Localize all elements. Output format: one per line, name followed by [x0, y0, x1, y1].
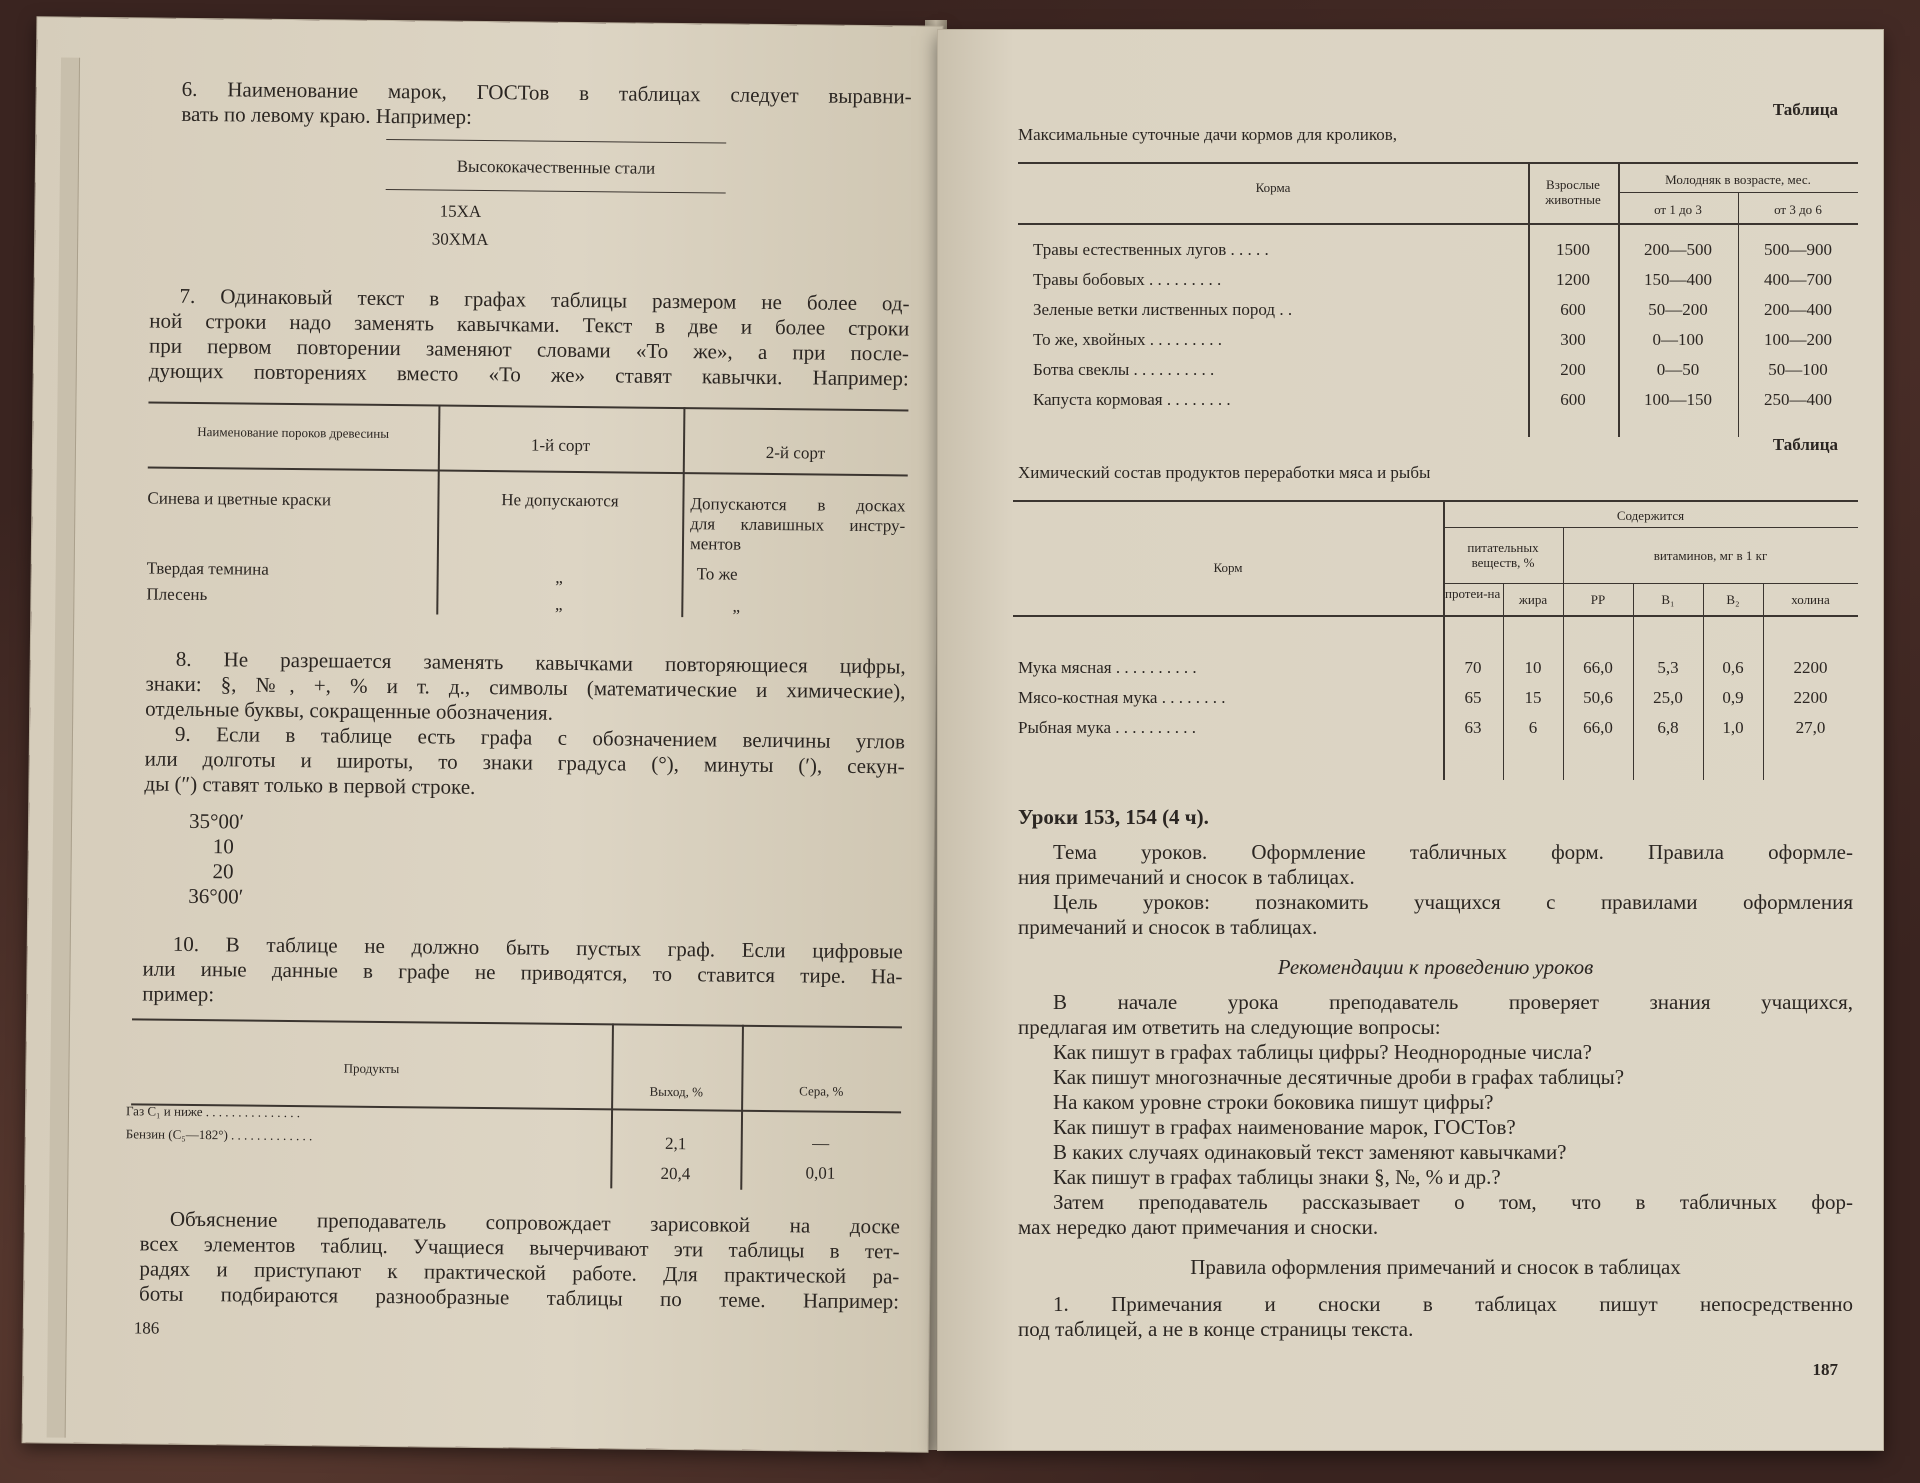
lesson-topic-l1: Тема уроков. Оформление табличных форм. Правила оформле-	[1053, 840, 1853, 864]
item-8-line1: 8. Не разрешается заменять кавычками повторяющиеся цифры,	[175, 646, 906, 679]
table1-row-name: Травы естественных лугов . . . . .	[1033, 240, 1269, 259]
angle-2: 10	[212, 834, 234, 859]
page-number-left: 186	[133, 1318, 160, 1338]
item-8-line3: отдельные буквы, сокращенные обозначения.	[145, 696, 554, 725]
question-item: Как пишут в графах наименование марок, ГОСТов?	[1053, 1115, 1516, 1139]
table1-row-adults: 600	[1560, 300, 1586, 319]
defects-col2-header: 1-й сорт	[530, 435, 591, 456]
product-row2-sulfur: 0,01	[805, 1163, 836, 1183]
table2-row-choline: 2200	[1793, 658, 1828, 677]
table1-row-young2: 250—400	[1764, 390, 1832, 409]
table1-label: Таблица	[1772, 100, 1838, 119]
table1-row-young2: 50—100	[1768, 360, 1828, 379]
rules-heading: Правила оформления примечаний и сносок в таблицах	[1190, 1255, 1681, 1279]
item-7-line2: ной строки надо заменять кавычками. Текст в две и более строки	[149, 308, 910, 341]
product-row1-name: Газ C₁ и ниже . . . . . . . . . . . . . . .	[125, 1103, 301, 1121]
defects-col3-header: 2-й сорт	[765, 442, 826, 463]
defects-col1-header: Наименование пороков древесины	[197, 423, 390, 442]
steel-table-header: Высококачественные стали	[456, 156, 656, 178]
item-9-line2: или долготы и широты, то знаки градуса (°), минуты (′), секун-	[144, 746, 905, 779]
item-7-line3: при первом повторении заменяют словами «То же», а при после-	[148, 333, 910, 366]
table2-row-pp: 66,0	[1583, 658, 1613, 677]
table1-row-adults: 600	[1560, 390, 1586, 409]
rule-1-l1: 1. Примечания и сноски в таблицах пишут непосредственно	[1053, 1292, 1853, 1316]
table2-row-name: Мука мясная . . . . . . . . . .	[1018, 658, 1197, 677]
lesson-goal-l1: Цель уроков: познакомить учащихся с правилами оформления	[1053, 890, 1853, 914]
table2-row-pp: 50,6	[1583, 688, 1613, 707]
table2-row-protein: 63	[1464, 718, 1482, 737]
table2-row-name: Рыбная мука . . . . . . . . . .	[1018, 718, 1197, 737]
products-col3-header: Сера, %	[799, 1083, 844, 1099]
page-number-right: 187	[1812, 1360, 1838, 1379]
table1-col-adults-header: Взрослые животные	[1545, 177, 1601, 207]
defect-row3-grade1: „	[554, 594, 563, 614]
table1-row-young1: 200—500	[1644, 240, 1712, 259]
table1-col-feed-header: Корма	[1255, 180, 1291, 195]
steel-grade-2: 30ХМА	[431, 229, 489, 250]
table2-row-b1: 5,3	[1657, 658, 1679, 677]
rec-intro-l1: В начале урока преподаватель проверяет знания учащихся,	[1053, 990, 1853, 1014]
defect-row1-name: Синева и цветные краски	[147, 488, 332, 510]
item-6-line2: вать по левому краю. Например:	[181, 101, 473, 129]
table2-row-b2: 0,6	[1722, 658, 1744, 677]
table1-row-young2: 200—400	[1764, 300, 1832, 319]
defect-row2-name: Твердая темнина	[146, 558, 269, 579]
defect-row1-grade2-l3: ментов	[689, 534, 742, 554]
table1-col-young-header: Молодняк в возрасте, мес.	[1665, 172, 1811, 187]
rec-close-l2: мах нередко дают примечания и сноски.	[1018, 1215, 1379, 1239]
table2-row-fat: 15	[1524, 688, 1542, 707]
angle-1: 35°00′	[188, 808, 245, 834]
table1-row-young1: 0—100	[1652, 330, 1704, 349]
angle-3: 20	[212, 859, 234, 884]
item-7-line4: дующих повторениях вместо «То же» ставят кавычки. Например:	[148, 358, 909, 391]
table2-title: Химический состав продуктов переработки мяса и рыбы	[1018, 463, 1431, 482]
product-row1-yield: 2,1	[665, 1133, 687, 1154]
products-col2-header: Выход, %	[649, 1083, 704, 1100]
closing-line2: всех элементов таблиц. Учащиеся вычерчивают эти таблицы в тет-	[139, 1231, 900, 1264]
defect-row1-grade2-l1: Допускаются в досках	[690, 494, 906, 516]
table2-row-b1: 6,8	[1657, 718, 1679, 737]
table1-row-name: Зеленые ветки лиственных пород . .	[1033, 300, 1293, 319]
table2-sub-choline: холина	[1791, 592, 1830, 607]
table1-row-name: То же, хвойных . . . . . . . . .	[1033, 330, 1222, 349]
table2-label: Таблица	[1772, 435, 1838, 454]
recommendations-heading: Рекомендации к проведению уроков	[1277, 955, 1594, 979]
defect-row2-grade2: То же	[696, 564, 738, 584]
item-10-line1: 10. В таблице не должно быть пустых граф. Если цифровые	[172, 931, 903, 964]
table1-row-adults: 200	[1560, 360, 1586, 379]
item-10-line3: пример:	[142, 981, 215, 1007]
table1-row-name: Травы бобовых . . . . . . . . .	[1033, 270, 1222, 289]
table1-row-adults: 1500	[1556, 240, 1590, 259]
table2-nutrients-header: питательных веществ, %	[1467, 540, 1539, 570]
rec-intro-l2: предлагая им ответить на следующие вопросы:	[1018, 1015, 1441, 1039]
question-item: На каком уровне строки боковика пишут цифры?	[1053, 1090, 1494, 1114]
table1-row-young2: 400—700	[1764, 270, 1832, 289]
rec-close-l1: Затем преподаватель рассказывает о том, что в табличных фор-	[1053, 1190, 1853, 1214]
left-page	[23, 17, 943, 1451]
item-10-line2: или иные данные в графе не приводятся, то ставится тире. На-	[142, 956, 903, 989]
closing-line1: Объяснение преподаватель сопровождает зарисовкой на доске	[169, 1206, 900, 1239]
defect-row3-grade2: „	[732, 596, 741, 616]
item-6-line1: 6. Наименование марок, ГОСТов в таблицах следует выравни-	[181, 76, 912, 109]
table1-row-young1: 150—400	[1644, 270, 1712, 289]
table2-row-pp: 66,0	[1583, 718, 1613, 737]
table2-sub-fat: жира	[1518, 592, 1548, 607]
table2-sub-b2: B₂	[1726, 592, 1740, 607]
table2-vitamins-header: витаминов, мг в 1 кг	[1653, 548, 1768, 563]
item-9-line1: 9. Если в таблице есть графа с обозначением величины углов	[174, 721, 906, 754]
item-8-line2: знаки: §, №, +, % и т. д., символы (математические и химические),	[145, 671, 906, 704]
question-item: В каких случаях одинаковый текст заменяют кавычками?	[1053, 1140, 1567, 1164]
table1-title: Максимальные суточные дачи кормов для кроликов,	[1018, 125, 1398, 144]
table1-row-young2: 100—200	[1764, 330, 1832, 349]
steel-grade-1: 15ХА	[439, 201, 482, 221]
table2-sub-b1: B₁	[1661, 592, 1675, 607]
table2-row-choline: 27,0	[1795, 718, 1826, 737]
page-edge	[47, 58, 80, 1438]
table1-row-young2: 500—900	[1764, 240, 1832, 259]
question-item: Как пишут многозначные десятичные дроби в графах таблицы?	[1053, 1065, 1625, 1089]
angle-4: 36°00′	[188, 883, 244, 909]
table2-row-fat: 6	[1528, 718, 1538, 737]
product-row2-name: Бензин (C₅—182°) . . . . . . . . . . . . .	[125, 1126, 313, 1144]
product-row2-yield: 20,4	[660, 1163, 691, 1184]
table1-row-adults: 1200	[1556, 270, 1590, 289]
table2-row-b2: 1,0	[1722, 718, 1744, 737]
closing-line4: боты подбираются разнообразные таблицы по теме. Например:	[139, 1281, 900, 1314]
table2-row-protein: 65	[1464, 688, 1482, 707]
lesson-topic-l2: ния примечаний и сносок в таблицах.	[1018, 865, 1355, 889]
table2-row-fat: 10	[1524, 658, 1542, 677]
product-row1-sulfur: —	[812, 1133, 830, 1153]
item-9-line3: ды (″) ставят только в первой строке.	[144, 771, 476, 799]
table2-col-feed-header: Корм	[1213, 560, 1243, 575]
table1-row-young1: 100—150	[1644, 390, 1712, 409]
table2-row-name: Мясо-костная мука . . . . . . . .	[1018, 688, 1226, 707]
defect-row1-grade1: Не допускаются	[501, 490, 619, 511]
right-page	[938, 30, 1883, 1450]
table1-row-young1: 0—50	[1656, 360, 1700, 379]
table2-sub-protein: протеи-на	[1445, 586, 1501, 601]
question-item: Как пишут в графах таблицы знаки §, №, % и др.?	[1053, 1165, 1501, 1189]
table1-row-name: Ботва свеклы . . . . . . . . . .	[1033, 360, 1215, 379]
rule-1-l2: под таблицей, а не в конце страницы текста.	[1018, 1317, 1414, 1341]
item-7-line1: 7. Одинаковый текст в графах таблицы размером не более од-	[179, 283, 910, 316]
products-col1-header: Продукты	[343, 1060, 400, 1077]
lesson-heading: Уроки 153, 154 (4 ч).	[1018, 805, 1209, 829]
table2-row-b1: 25,0	[1653, 688, 1683, 707]
table2-row-b2: 0,9	[1722, 688, 1744, 707]
table1-row-young1: 50—200	[1648, 300, 1708, 319]
lesson-goal-l2: примечаний и сносок в таблицах.	[1018, 915, 1318, 939]
defect-row2-grade1: „	[555, 567, 564, 587]
defect-row3-name: Плесень	[146, 584, 208, 605]
table2-row-choline: 2200	[1793, 688, 1828, 707]
table2-contains-header: Содержится	[1616, 508, 1685, 523]
defect-row1-grade2-l2: для клавишных инстру-	[690, 514, 906, 536]
table1-row-adults: 300	[1560, 330, 1586, 349]
question-item: Как пишут в графах таблицы цифры? Неоднородные числа?	[1053, 1040, 1592, 1064]
closing-line3: радях и приступают к практической работе. Для практической ра-	[139, 1256, 900, 1289]
table1-col-young-sub1: от 1 до 3	[1654, 202, 1702, 217]
table1-row-name: Капуста кормовая . . . . . . . .	[1033, 390, 1231, 409]
table2-sub-pp: PP	[1590, 592, 1606, 607]
table2-row-protein: 70	[1464, 658, 1482, 677]
table1-col-young-sub2: от 3 до 6	[1774, 202, 1822, 217]
